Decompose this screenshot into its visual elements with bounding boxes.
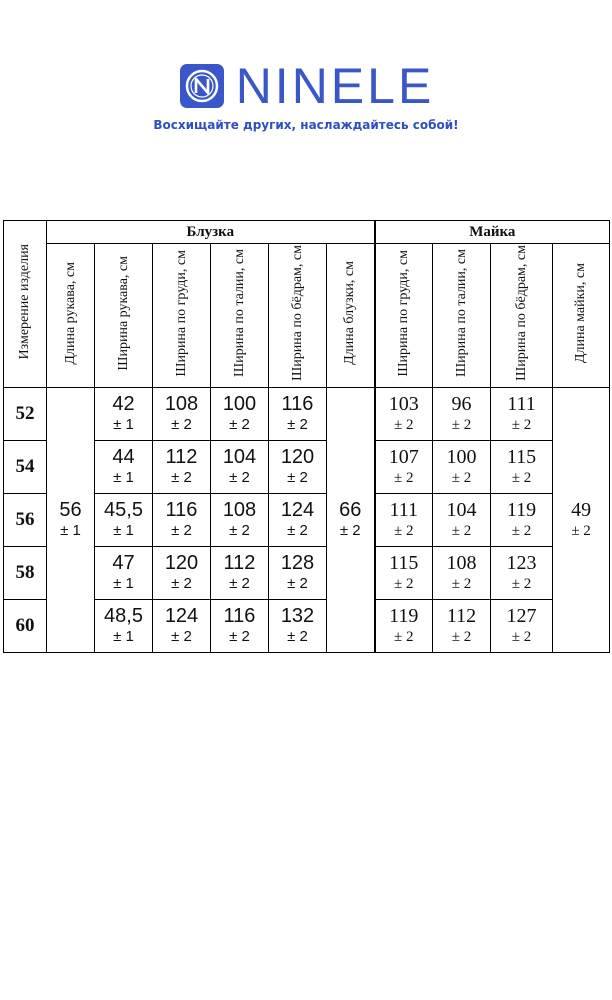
header-blouse-hips: Ширина по бёдрам, см [269, 244, 327, 388]
header-sleeve-width: Ширина рукава, см [95, 244, 153, 388]
sleeve-length-cell [47, 388, 95, 653]
top-chest-cell [375, 441, 433, 494]
measure-value: 112 [223, 552, 256, 574]
measure-tolerance: ± 2 [229, 416, 250, 433]
measure-tolerance: ± 1 [113, 522, 134, 539]
measure-value: 115 [389, 552, 419, 574]
header-blouse-waist: Ширина по талии, см [211, 244, 269, 388]
measure-tolerance: ± 2 [171, 522, 192, 539]
header-sleeve-length: Длина рукава, см [47, 244, 95, 388]
measure-value: 49 [571, 499, 592, 521]
measure-value: 119 [389, 605, 419, 627]
measure-tolerance: ± 2 [511, 470, 532, 486]
size-value: 52 [4, 388, 47, 441]
measure-value: 44 [112, 446, 135, 468]
measure-tolerance: ± 2 [287, 522, 308, 539]
measure-value: 107 [388, 446, 419, 468]
measure-tolerance: ± 2 [394, 629, 414, 645]
header-top-waist: Ширина по талии, см [433, 244, 491, 388]
size-value: 58 [4, 547, 47, 600]
measure-value: 42 [112, 393, 135, 415]
measure-tolerance: ± 2 [451, 576, 472, 592]
measure-value: 128 [280, 552, 315, 574]
measure-value: 124 [164, 605, 199, 627]
measure-tolerance: ± 2 [287, 575, 308, 592]
header-top-length: Длина майки, см [553, 244, 610, 388]
size-value: 54 [4, 441, 47, 494]
size-value: 60 [4, 600, 47, 653]
logo-row [0, 58, 612, 114]
blouse-chest-cell [153, 600, 211, 653]
measure-tolerance: ± 2 [451, 417, 472, 433]
sleeve-width-cell [95, 600, 153, 653]
brand-name: NINELE [235, 58, 435, 114]
measure-value: 124 [280, 499, 315, 521]
ninele-logo-icon [178, 62, 226, 110]
blouse-hips-cell [269, 494, 327, 547]
blouse-waist-cell [211, 600, 269, 653]
measure-tolerance: ± 2 [287, 416, 308, 433]
measure-value: 45,5 [104, 499, 143, 521]
measure-tolerance: ± 2 [511, 523, 532, 539]
top-waist-cell [433, 441, 491, 494]
measure-value: 111 [507, 393, 536, 415]
measure-value: 104 [222, 446, 257, 468]
top-waist-cell [433, 494, 491, 547]
top-chest-cell [375, 600, 433, 653]
measure-value: 56 [59, 499, 82, 521]
top-hips-cell [491, 388, 553, 441]
blouse-chest-cell [153, 547, 211, 600]
measure-tolerance: ± 2 [451, 629, 472, 645]
group-blouse: Блузка [47, 221, 375, 244]
top-waist-cell [433, 547, 491, 600]
measure-value: 108 [446, 552, 477, 574]
measure-tolerance: ± 2 [511, 629, 532, 645]
measure-tolerance: ± 2 [229, 628, 250, 645]
blouse-hips-cell [269, 441, 327, 494]
header-blouse-length: Длина блузки, см [327, 244, 375, 388]
sleeve-width-cell [95, 494, 153, 547]
size-row [4, 600, 610, 653]
measure-tolerance: ± 2 [287, 628, 308, 645]
top-waist-cell [433, 600, 491, 653]
size-row [4, 388, 610, 441]
measure-tolerance: ± 2 [171, 416, 192, 433]
header-top-hips: Ширина по бёдрам, см [491, 244, 553, 388]
top-hips-cell [491, 547, 553, 600]
measure-value: 112 [446, 605, 477, 627]
measure-value: 123 [506, 552, 537, 574]
size-row [4, 547, 610, 600]
blouse-chest-cell [153, 494, 211, 547]
measure-tolerance: ± 2 [171, 469, 192, 486]
group-top: Майка [375, 221, 610, 244]
measure-tolerance: ± 2 [229, 575, 250, 592]
measure-value: 48,5 [104, 605, 143, 627]
sleeve-width-cell [95, 388, 153, 441]
size-row [4, 494, 610, 547]
top-waist-cell [433, 388, 491, 441]
blouse-hips-cell [269, 600, 327, 653]
measure-tolerance: ± 2 [229, 522, 250, 539]
size-value: 56 [4, 494, 47, 547]
blouse-waist-cell [211, 547, 269, 600]
measure-value: 108 [222, 499, 257, 521]
measure-value: 100 [446, 446, 477, 468]
measure-value: 116 [223, 605, 256, 627]
measure-value: 100 [222, 393, 257, 415]
blouse-hips-cell [269, 388, 327, 441]
measure-tolerance: ± 1 [113, 469, 134, 486]
top-hips-cell [491, 600, 553, 653]
header-top-chest: Ширина по груди, см [375, 244, 433, 388]
measure-value: 112 [165, 446, 198, 468]
measure-tolerance: ± 2 [287, 469, 308, 486]
measure-tolerance: ± 2 [451, 470, 472, 486]
measure-value: 127 [506, 605, 537, 627]
brand-header [0, 58, 612, 132]
blouse-waist-cell [211, 494, 269, 547]
blouse-chest-cell [153, 388, 211, 441]
blouse-hips-cell [269, 547, 327, 600]
measure-value: 120 [280, 446, 315, 468]
measure-value: 116 [165, 499, 198, 521]
blouse-waist-cell [211, 388, 269, 441]
measure-tolerance: ± 2 [171, 628, 192, 645]
size-rows [4, 388, 610, 653]
group-header-row [4, 221, 610, 244]
measure-value: 115 [506, 446, 537, 468]
blouse-chest-cell [153, 441, 211, 494]
measure-tolerance: ± 2 [394, 470, 414, 486]
measure-tolerance: ± 1 [113, 575, 134, 592]
blouse-length-cell [327, 388, 375, 653]
measure-value: 132 [280, 605, 315, 627]
measure-value: 103 [388, 393, 419, 415]
header-size: Измерение изделия [4, 221, 47, 388]
top-length-cell [553, 388, 610, 653]
top-hips-cell [491, 441, 553, 494]
measure-tolerance: ± 2 [511, 576, 532, 592]
measure-tolerance: ± 2 [511, 417, 532, 433]
measure-tolerance: ± 2 [451, 523, 472, 539]
brand-tagline: Восхищайте других, наслаждайтесь собой! [153, 118, 459, 132]
measure-tolerance: ± 2 [394, 576, 414, 592]
sleeve-width-cell [95, 441, 153, 494]
measure-tolerance: ± 2 [171, 575, 192, 592]
measure-value: 120 [164, 552, 199, 574]
measure-value: 119 [506, 499, 537, 521]
measure-tolerance: ± 2 [339, 522, 361, 539]
size-chart-table [3, 220, 610, 653]
measure-tolerance: ± 2 [571, 523, 591, 539]
measure-value: 47 [112, 552, 135, 574]
measure-tolerance: ± 1 [60, 522, 81, 539]
measure-tolerance: ± 1 [113, 416, 134, 433]
measure-tolerance: ± 2 [229, 469, 250, 486]
top-hips-cell [491, 494, 553, 547]
measure-tolerance: ± 2 [394, 523, 414, 539]
column-header-row [4, 244, 610, 388]
sleeve-width-cell [95, 547, 153, 600]
size-row [4, 441, 610, 494]
top-chest-cell [375, 547, 433, 600]
header-blouse-chest: Ширина по груди, см [153, 244, 211, 388]
measure-value: 111 [389, 499, 419, 521]
top-chest-cell [375, 388, 433, 441]
measure-value: 108 [164, 393, 199, 415]
measure-value: 66 [339, 499, 362, 521]
measure-tolerance: ± 2 [394, 417, 414, 433]
measure-value: 96 [451, 393, 472, 415]
blouse-waist-cell [211, 441, 269, 494]
top-chest-cell [375, 494, 433, 547]
measure-tolerance: ± 1 [113, 628, 134, 645]
measure-value: 104 [446, 499, 477, 521]
measure-value: 116 [281, 393, 314, 415]
